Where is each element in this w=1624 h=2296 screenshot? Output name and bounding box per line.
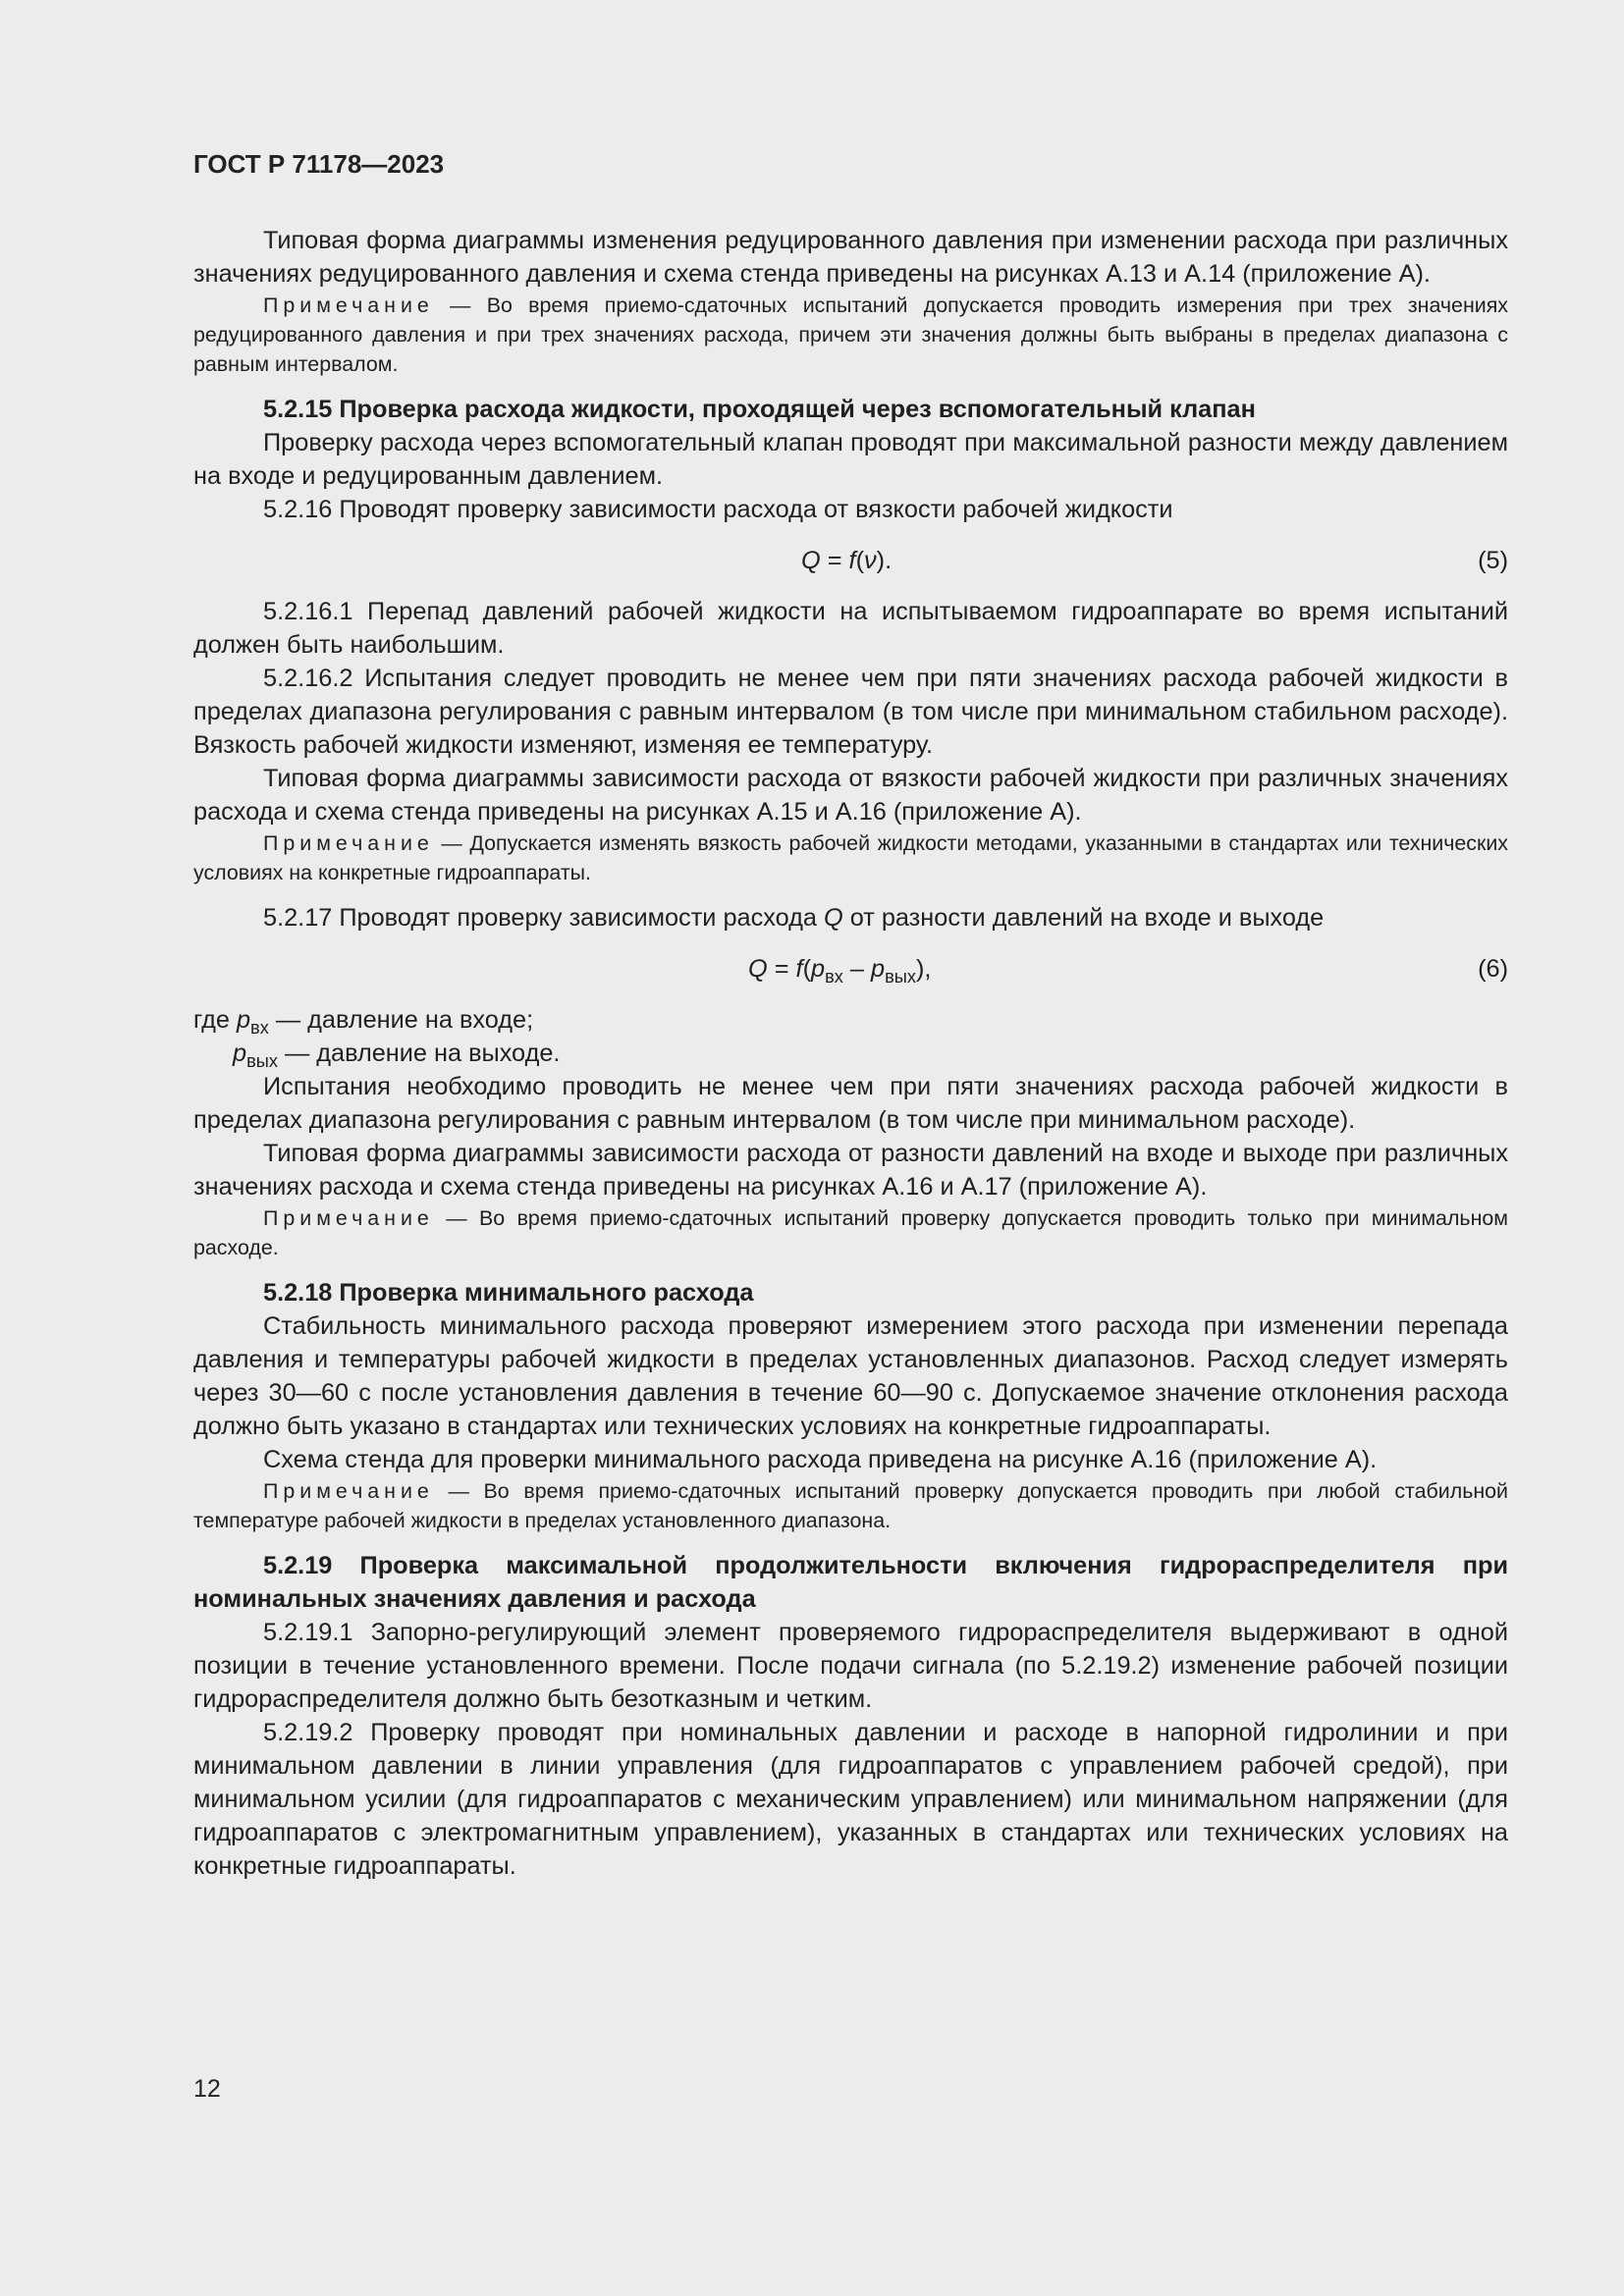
note-text: — Во время приемо-сдаточных испытаний проверку допускается проводить при любой стабильной температуре рабочей жидкости в пределах установленного диапазона. — [193, 1479, 1508, 1532]
section-heading-5-2-19: 5.2.19 Проверка максимальной продолжительности включения гидрораспределителя при номинальных значениях давления и расхода — [193, 1552, 1508, 1613]
formula-5 — [193, 544, 1508, 577]
formula-6-expression: $Q = f(p_{вх} - p_{вых})$, — [748, 955, 932, 987]
paragraph-5-2-16: 5.2.16 Проводят проверку зависимости расхода от вязкости рабочей жидкости — [263, 496, 1173, 523]
paragraph: Типовая форма диаграммы зависимости расхода от вязкости рабочей жидкости при различных значениях расхода и схема стенда приведены на рисунках А.15 и А.16 (приложение А). — [193, 765, 1508, 826]
paragraph: Проверку расхода через вспомогательный клапан проводят при максимальной разности между давлением на входе и редуцированным давлением. — [193, 429, 1508, 490]
where-line-2: $p_{вых}$ — давление на выходе. — [233, 1040, 561, 1071]
paragraph-5-2-16-2: 5.2.16.2 Испытания следует проводить не менее чем при пяти значениях расхода рабочей жидкости в пределах диапазона регулирования с равным интервалом (в том числе при минимальном стабильном расходе). Вязкость рабочей жидкости изменяют, изменяя ее температуру. — [193, 665, 1508, 759]
section-heading-5-2-15: 5.2.15 Проверка расхода жидкости, проходящей через вспомогательный клапан — [263, 396, 1256, 423]
note-text: — Допускается изменять вязкость рабочей жидкости методами, указанными в стандартах или технических условиях на конкретные гидроаппараты. — [193, 831, 1508, 884]
paragraph: Испытания необходимо проводить не менее чем при пяти значениях расхода рабочей жидкости в пределах диапазона регулирования с равным интервалом (в том числе при минимальном расходе). — [193, 1073, 1508, 1134]
paragraph-5-2-19-1: 5.2.19.1 Запорно-регулирующий элемент проверяемого гидрораспределителя выдерживают в одной позиции в течение установленного времени. После подачи сигнала (по 5.2.19.2) изменение рабочей позиции гидрораспределителя должно быть безотказным и четким. — [193, 1619, 1508, 1713]
paragraph-5-2-19-2: 5.2.19.2 Проверку проводят при номинальных давлении и расходе в напорной гидролинии и при минимальном давлении в линии управления (для гидроаппаратов с управлением рабочей средой), при минимальном усилии (для гидроаппаратов с механическим управлением) или минимальном напряжении (для гидроаппаратов с электромагнитным управлением), указанных в стандартах или технических условиях на конкретные гидроаппараты. — [193, 1719, 1508, 1880]
note — [193, 1203, 1508, 1262]
note — [193, 828, 1508, 887]
document-header: ГОСТ Р 71178—2023 — [193, 149, 445, 179]
note-label: Примечание — [263, 1206, 434, 1230]
note-label: Примечание — [263, 831, 434, 855]
paragraph: Типовая форма диаграммы изменения редуцированного давления при изменении расхода при различных значениях редуцированного давления и схема стенда приведены на рисунках А.13 и А.14 (приложение А). — [193, 227, 1508, 288]
paragraph-5-2-16-1: 5.2.16.1 Перепад давлений рабочей жидкости на испытываемом гидроаппарате во время испытаний должен быть наибольшим. — [193, 598, 1508, 659]
note — [193, 291, 1508, 379]
note-text: — Во время приемо-сдаточных испытаний проверку допускается проводить только при минимальном расходе. — [193, 1206, 1508, 1259]
note-text: — Во время приемо-сдаточных испытаний допускается проводить измерения при трех значениях редуцированного давления и при трех значениях расхода, причем эти значения должны быть выбраны в пределах диапазона с равным интервалом. — [193, 294, 1508, 376]
paragraph: Схема стенда для проверки минимального расхода приведена на рисунке А.16 (приложение А). — [263, 1446, 1378, 1473]
formula-6 — [193, 952, 1508, 986]
where-line-1: где $p_{вх}$ — давление на входе; — [193, 1006, 534, 1038]
formula-5-expression: Q = f(ν). — [801, 547, 893, 574]
paragraph-5-2-17: 5.2.17 Проводят проверку зависимости расхода Q от разности давлений на входе и выходе — [263, 904, 1325, 932]
document-body — [193, 224, 1508, 1883]
note-label: Примечание — [263, 294, 434, 317]
formula-6-number: (6) — [1478, 955, 1508, 983]
note-label: Примечание — [263, 1479, 434, 1503]
note — [193, 1476, 1508, 1535]
page-number: 12 — [193, 2075, 221, 2103]
paragraph: Стабильность минимального расхода проверяют измерением этого расхода при изменении перепада давления и температуры рабочей жидкости в пределах установленных диапазонов. Расход следует измерять через 30—60 с после установления давления в течение 60—90 с. Допускаемое значение отклонения расхода должно быть указано в стандартах или технических условиях на конкретные гидроаппараты. — [193, 1312, 1508, 1440]
formula-5-number: (5) — [1478, 547, 1508, 574]
section-heading-5-2-18: 5.2.18 Проверка минимального расхода — [263, 1279, 754, 1307]
paragraph: Типовая форма диаграммы зависимости расхода от разности давлений на входе и выходе при различных значениях расхода и схема стенда приведены на рисунках А.16 и А.17 (приложение А). — [193, 1140, 1508, 1201]
